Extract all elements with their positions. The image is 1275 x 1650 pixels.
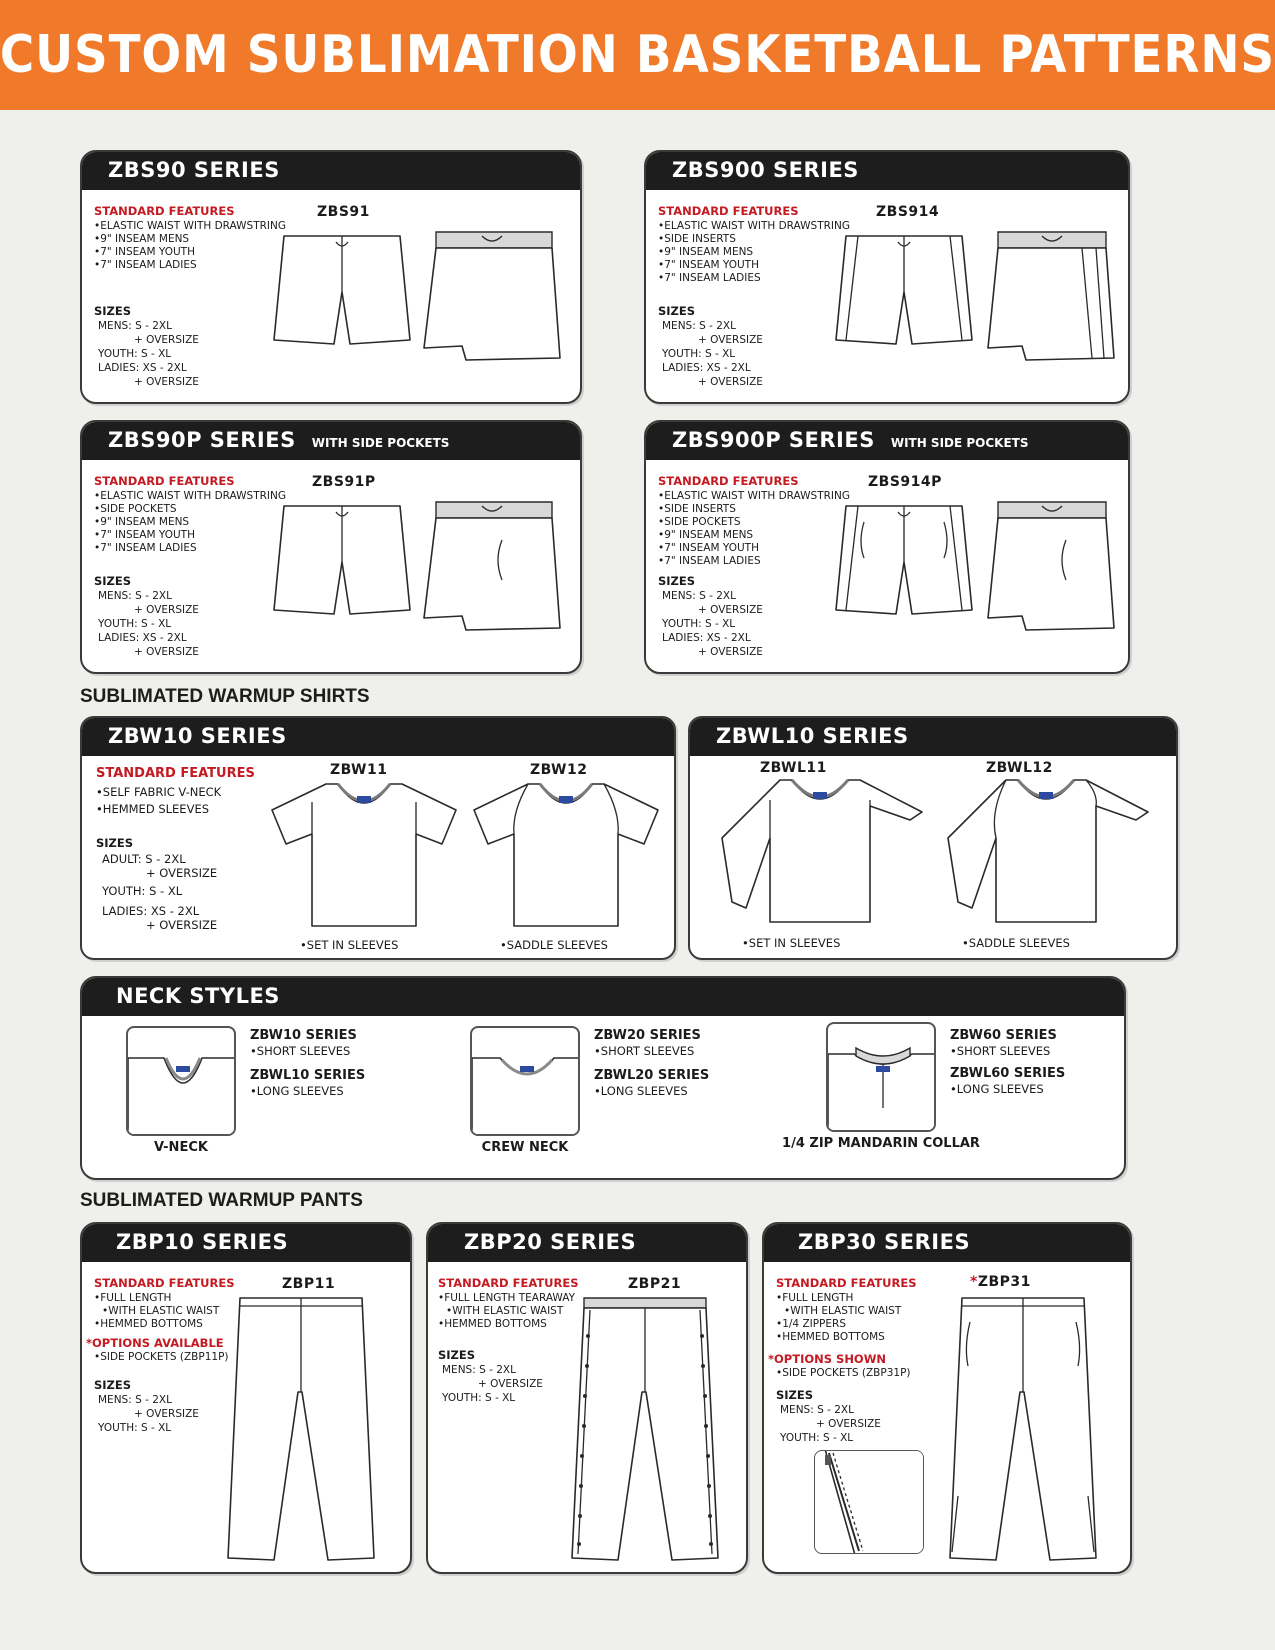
card-title: ZBS900 SERIES (672, 158, 859, 182)
features-heading: STANDARD FEATURES (96, 766, 255, 781)
size-item: YOUTH: S - XL (442, 1392, 516, 1404)
feature-item: • 9" INSEAM MENS (658, 246, 850, 259)
size-item: + OVERSIZE (698, 646, 763, 658)
card-header (82, 422, 580, 460)
neck-style-label: CREW NECK (481, 1140, 569, 1155)
section-label-warmup-shirts: SUBLIMATED WARMUP SHIRTS (80, 686, 370, 707)
sizes-list (442, 1363, 543, 1405)
zipper-detail-icon (815, 1451, 924, 1554)
card-zbw10 (80, 716, 676, 960)
card-zbp10 (80, 1222, 412, 1574)
sizes-list (662, 319, 763, 389)
card-title: ZBWL10 SERIES (716, 724, 909, 748)
zipper-detail-inset (814, 1450, 924, 1554)
card-header (646, 422, 1128, 460)
size-item: YOUTH: S - XL (662, 348, 736, 360)
sizes-list (102, 852, 217, 932)
feature-item: • 7" INSEAM LADIES (658, 272, 850, 285)
features-heading: STANDARD FEATURES (94, 204, 235, 218)
feature-item: • 9" INSEAM MENS (94, 516, 286, 529)
model-number: ZBP11 (282, 1276, 336, 1292)
options-heading: *OPTIONS AVAILABLE (86, 1336, 224, 1350)
model-number: ZBW12 (530, 762, 588, 778)
feature-item: • HEMMED BOTTOMS (94, 1318, 219, 1331)
model-number: ZBS914 (876, 204, 940, 220)
longsleeve-saddle-illustration (942, 778, 1152, 928)
feature-item: • FULL LENGTH (94, 1292, 219, 1305)
caption-saddle-sleeves: • SADDLE SLEEVES (962, 936, 1070, 950)
shirt-set-in-sleeves-illustration (266, 782, 462, 932)
neck-series-name: ZBWL20 SERIES (594, 1068, 710, 1083)
card-header (690, 718, 1176, 756)
card-zbs90p (80, 420, 582, 674)
neck-sleeve-type: • SHORT SLEEVES (594, 1044, 694, 1058)
features-heading: STANDARD FEATURES (776, 1276, 917, 1290)
sizes-list (98, 1393, 199, 1435)
size-item: MENS: S - 2XL (662, 320, 736, 332)
shorts-front-illustration (272, 232, 412, 362)
page-title: CUSTOM SUBLIMATION BASKETBALL PATTERNS (0, 25, 1275, 85)
model-number: ZBW11 (330, 762, 388, 778)
card-header (82, 1224, 410, 1262)
feature-item: • 9" INSEAM MENS (658, 529, 850, 542)
features-heading: STANDARD FEATURES (94, 1276, 235, 1290)
caption-set-in-sleeves: • SET IN SLEEVES (742, 936, 840, 950)
card-title: ZBP10 SERIES (116, 1230, 289, 1254)
size-item: + OVERSIZE (134, 604, 199, 616)
size-item: + OVERSIZE (134, 1408, 199, 1420)
card-title: ZBS900P SERIES (672, 428, 875, 452)
size-item: MENS: S - 2XL (98, 590, 172, 602)
card-zbs900p (644, 420, 1130, 674)
features-heading: STANDARD FEATURES (658, 204, 799, 218)
size-item: + OVERSIZE (698, 376, 763, 388)
size-item: YOUTH: S - XL (780, 1432, 854, 1444)
sizes-heading: SIZES (94, 574, 132, 588)
feature-item: • HEMMED BOTTOMS (438, 1318, 575, 1331)
shorts-back-illustration (422, 500, 562, 640)
card-neck-styles (80, 976, 1126, 1180)
neck-series-name: ZBWL60 SERIES (950, 1066, 1066, 1081)
feature-item: • SIDE POCKETS (658, 516, 850, 529)
feature-item: • SIDE INSERTS (658, 503, 850, 516)
card-title: ZBS90P SERIES (108, 428, 296, 452)
feature-item: • HEMMED BOTTOMS (776, 1331, 901, 1344)
v-neck-thumbnail (126, 1026, 236, 1136)
feature-item: • 7" INSEAM YOUTH (94, 246, 286, 259)
feature-item: • WITH ELASTIC WAIST (94, 1305, 219, 1318)
neck-style-label: V-NECK (154, 1140, 208, 1155)
card-subtitle: WITH SIDE POCKETS (311, 436, 450, 450)
zip-pants-illustration (948, 1296, 1098, 1566)
card-title: ZBP30 SERIES (798, 1230, 971, 1254)
size-item: LADIES: XS - 2XL (662, 632, 751, 644)
feature-item: • FULL LENGTH (776, 1292, 901, 1305)
sizes-list (780, 1403, 881, 1445)
shorts-back-illustration (986, 230, 1116, 370)
size-item: LADIES: XS - 2XL (98, 632, 187, 644)
options-list (776, 1367, 911, 1380)
sizes-heading: SIZES (94, 1378, 132, 1392)
sizes-list (98, 589, 199, 659)
card-title: ZBW10 SERIES (108, 724, 287, 748)
section-label-warmup-pants: SUBLIMATED WARMUP PANTS (80, 1190, 363, 1211)
options-heading-text: OPTIONS AVAILABLE (92, 1336, 224, 1350)
sizes-heading: SIZES (658, 574, 696, 588)
neck-sleeve-type: • SHORT SLEEVES (950, 1044, 1050, 1058)
neck-series-name: ZBWL10 SERIES (250, 1068, 366, 1083)
features-heading: STANDARD FEATURES (658, 474, 799, 488)
card-header (82, 978, 1124, 1016)
card-header (646, 152, 1128, 190)
card-zbp30 (762, 1222, 1132, 1574)
feature-item: • SIDE INSERTS (658, 233, 850, 246)
size-item: LADIES: XS - 2XL (98, 362, 187, 374)
size-item: MENS: S - 2XL (442, 1364, 516, 1376)
size-item: + OVERSIZE (698, 604, 763, 616)
options-list (94, 1351, 229, 1364)
features-heading: STANDARD FEATURES (94, 474, 235, 488)
feature-item: • 7" INSEAM YOUTH (658, 259, 850, 272)
card-header (82, 718, 674, 756)
neck-series-name: ZBW20 SERIES (594, 1028, 701, 1043)
feature-item: • ELASTIC WAIST WITH DRAWSTRING (658, 490, 850, 503)
feature-item: • 1/4 ZIPPERS (776, 1318, 901, 1331)
model-number: ZBS91 (317, 204, 370, 220)
features-list (438, 1292, 575, 1331)
features-list (658, 220, 850, 285)
features-list (94, 1292, 219, 1331)
card-header (82, 152, 580, 190)
sizes-heading: SIZES (96, 836, 134, 850)
feature-item: • WITH ELASTIC WAIST (438, 1305, 575, 1318)
size-item: + OVERSIZE (146, 918, 218, 932)
shorts-front-illustration (834, 502, 974, 632)
caption-saddle-sleeves: • SADDLE SLEEVES (500, 938, 608, 952)
size-item: + OVERSIZE (698, 334, 763, 346)
option-item: • SIDE POCKETS (ZBP31P) (776, 1367, 911, 1380)
feature-item: • HEMMED SLEEVES (96, 801, 221, 818)
neck-series-name: ZBW60 SERIES (950, 1028, 1057, 1043)
card-subtitle: WITH SIDE POCKETS (890, 436, 1029, 450)
feature-item: • ELASTIC WAIST WITH DRAWSTRING (94, 490, 286, 503)
sizes-list (662, 589, 763, 659)
feature-item: • 7" INSEAM YOUTH (94, 529, 286, 542)
caption-set-in-sleeves: • SET IN SLEEVES (300, 938, 398, 952)
zip-collar-icon (828, 1024, 936, 1132)
model-number: ZBS914P (868, 474, 942, 490)
model-number: ZBS91P (312, 474, 376, 490)
features-heading: STANDARD FEATURES (438, 1276, 579, 1290)
size-item: ADULT: S - 2XL (102, 852, 186, 866)
features-list (94, 220, 286, 272)
size-item: + OVERSIZE (146, 866, 218, 880)
option-item: • SIDE POCKETS (ZBP11P) (94, 1351, 229, 1364)
model-number: *ZBP31 (970, 1274, 1031, 1290)
shirt-saddle-sleeves-illustration (468, 782, 664, 932)
card-header (764, 1224, 1130, 1262)
size-item: MENS: S - 2XL (98, 1394, 172, 1406)
card-zbs900 (644, 150, 1130, 404)
size-item: + OVERSIZE (134, 334, 199, 346)
size-item: YOUTH: S - XL (662, 618, 736, 630)
sizes-heading: SIZES (438, 1348, 476, 1362)
mandarin-collar-thumbnail (826, 1022, 936, 1132)
crew-neck-thumbnail (470, 1026, 580, 1136)
shorts-front-illustration (834, 232, 974, 362)
card-title: ZBP20 SERIES (464, 1230, 637, 1254)
size-item: LADIES: XS - 2XL (662, 362, 751, 374)
sizes-heading: SIZES (94, 304, 132, 318)
shorts-back-illustration (422, 230, 562, 370)
sizes-heading: SIZES (776, 1388, 814, 1402)
options-heading: *OPTIONS SHOWN (768, 1352, 887, 1366)
size-item: YOUTH: S - XL (98, 348, 172, 360)
feature-item: • SIDE POCKETS (94, 503, 286, 516)
model-number: ZBWL11 (760, 760, 827, 776)
size-item: + OVERSIZE (134, 646, 199, 658)
card-title: ZBS90 SERIES (108, 158, 280, 182)
neck-series-name: ZBW10 SERIES (250, 1028, 357, 1043)
feature-item: • 7" INSEAM LADIES (94, 259, 286, 272)
v-neck-icon (128, 1028, 236, 1136)
size-item: + OVERSIZE (478, 1378, 543, 1390)
feature-item: • 7" INSEAM YOUTH (658, 542, 850, 555)
longsleeve-set-in-illustration (716, 778, 926, 928)
features-list (776, 1292, 901, 1344)
feature-item: • ELASTIC WAIST WITH DRAWSTRING (658, 220, 850, 233)
shorts-front-illustration (272, 502, 412, 632)
size-item: + OVERSIZE (816, 1418, 881, 1430)
neck-sleeve-type: • LONG SLEEVES (250, 1084, 344, 1098)
card-zbwl10 (688, 716, 1178, 960)
neck-sleeve-type: • SHORT SLEEVES (250, 1044, 350, 1058)
size-item: LADIES: XS - 2XL (102, 904, 200, 918)
neck-sleeve-type: • LONG SLEEVES (950, 1082, 1044, 1096)
tearaway-pants-illustration (570, 1296, 720, 1566)
size-item: + OVERSIZE (134, 376, 199, 388)
features-list (658, 490, 850, 568)
options-heading-text: OPTIONS SHOWN (774, 1352, 887, 1366)
crew-neck-icon (472, 1028, 580, 1136)
card-zbs90 (80, 150, 582, 404)
pants-illustration (226, 1296, 376, 1566)
feature-item: • FULL LENGTH TEARAWAY (438, 1292, 575, 1305)
sizes-list (98, 319, 199, 389)
feature-item: • 7" INSEAM LADIES (658, 555, 850, 568)
feature-item: • WITH ELASTIC WAIST (776, 1305, 901, 1318)
size-item: MENS: S - 2XL (98, 320, 172, 332)
model-number-text: ZBP31 (977, 1274, 1031, 1290)
features-list (94, 490, 286, 555)
neck-style-label: 1/4 ZIP MANDARIN COLLAR (782, 1136, 980, 1151)
card-zbp20 (426, 1222, 748, 1574)
sizes-heading: SIZES (658, 304, 696, 318)
card-title: NECK STYLES (116, 984, 280, 1008)
feature-item: • 9" INSEAM MENS (94, 233, 286, 246)
model-number: ZBWL12 (986, 760, 1053, 776)
size-item: MENS: S - 2XL (662, 590, 736, 602)
size-item: MENS: S - 2XL (780, 1404, 854, 1416)
card-header (428, 1224, 746, 1262)
feature-item: • ELASTIC WAIST WITH DRAWSTRING (94, 220, 286, 233)
features-list (96, 784, 221, 818)
size-item: YOUTH: S - XL (98, 1422, 172, 1434)
size-item: YOUTH: S - XL (102, 884, 183, 898)
shorts-back-illustration (986, 500, 1116, 640)
page-banner (0, 0, 1275, 110)
neck-sleeve-type: • LONG SLEEVES (594, 1084, 688, 1098)
feature-item: • 7" INSEAM LADIES (94, 542, 286, 555)
size-item: YOUTH: S - XL (98, 618, 172, 630)
feature-item: • SELF FABRIC V-NECK (96, 784, 221, 801)
model-number: ZBP21 (628, 1276, 682, 1292)
